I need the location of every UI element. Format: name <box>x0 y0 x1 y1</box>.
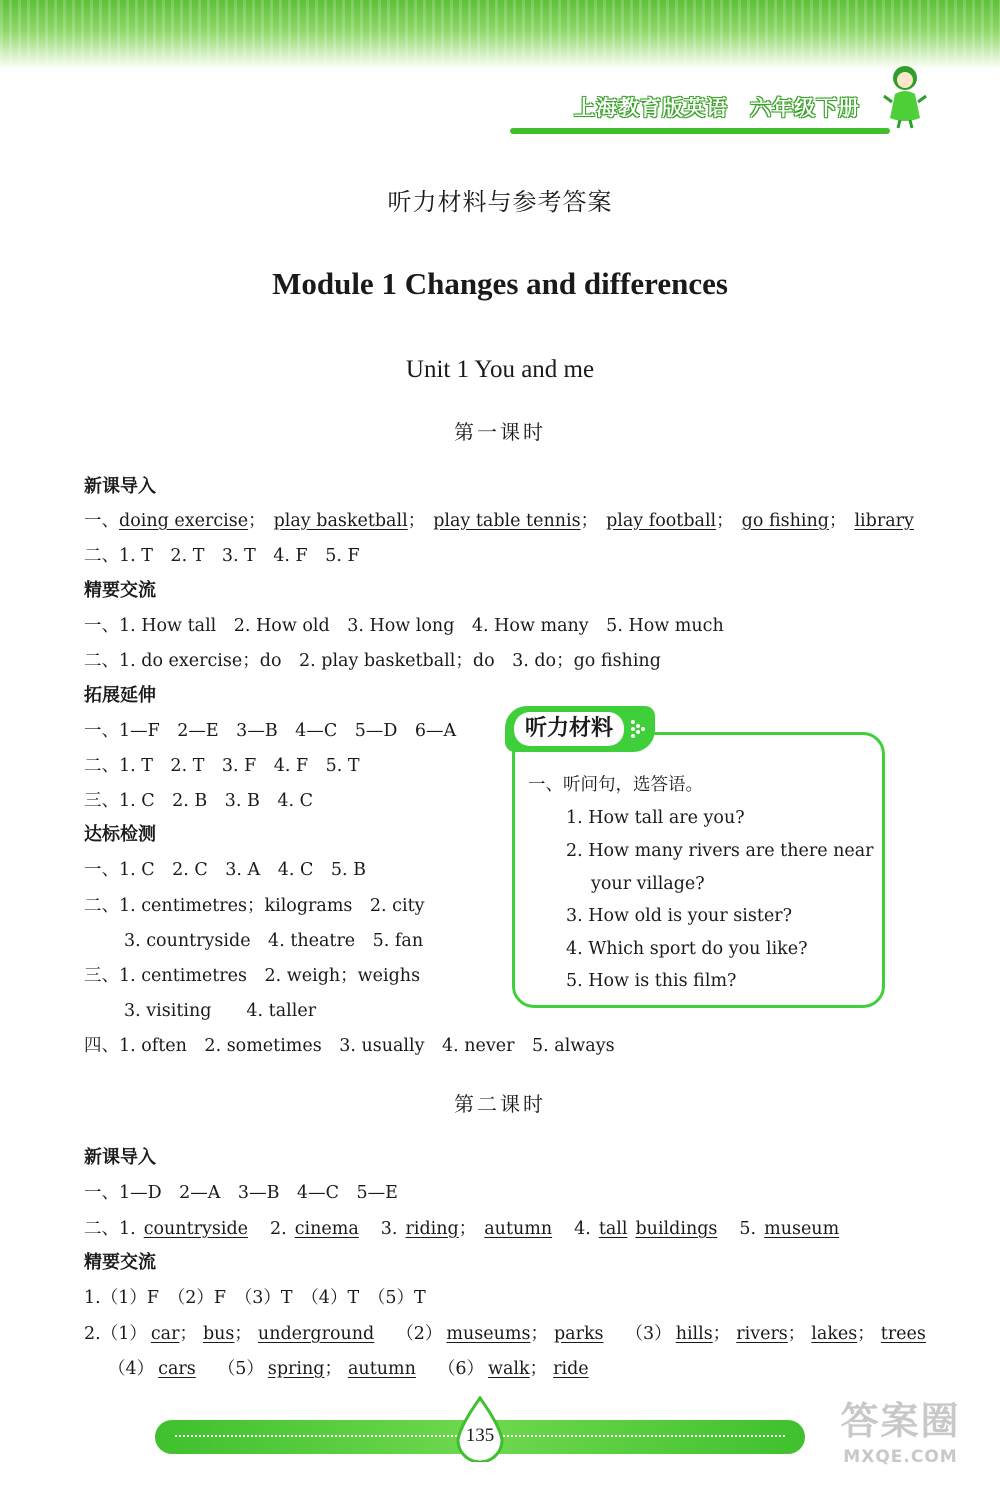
lesson2-heading-exchange: 精要交流 <box>84 1252 156 1273</box>
answer-word: trees <box>880 1324 926 1344</box>
top-banner <box>0 0 1000 70</box>
item-number: （5） <box>217 1359 264 1379</box>
module-title: Module 1 Changes and differences <box>272 266 728 301</box>
page-number: 135 <box>465 1425 495 1446</box>
answer-word: ride <box>553 1359 589 1379</box>
mascot-girl-icon <box>880 60 930 130</box>
separator: ； <box>712 1324 731 1344</box>
arrow-dots-icon <box>629 718 651 740</box>
lesson1-exchange-line1: 一、1. How tall 2. How old 3. How long 4. How many 5. How much <box>84 616 724 636</box>
listening-question-1: 1. How tall are you? <box>566 808 745 828</box>
unit-title: Unit 1 You and me <box>405 356 595 383</box>
lesson1-intro-line1 <box>84 509 914 533</box>
lesson1-test-line4: 三、1. centimetres 2. weigh；weighs <box>84 966 421 986</box>
header-rule <box>510 128 890 134</box>
separator: ； <box>580 511 599 531</box>
answer-word: museums <box>446 1324 531 1344</box>
answer-word: rivers <box>736 1324 788 1344</box>
answer-word: museum <box>764 1219 840 1239</box>
separator: ； <box>248 511 266 531</box>
answer-word: cinema <box>294 1219 359 1239</box>
answer-word: car <box>150 1324 180 1344</box>
item-number: 5. <box>739 1219 757 1239</box>
answer-word: lakes <box>811 1324 858 1344</box>
separator: ； <box>407 511 426 531</box>
answer-word: play basketball <box>273 511 408 531</box>
listening-heading: 一、听问句，选答语。 <box>528 775 703 795</box>
item-number: （6） <box>437 1359 485 1379</box>
answer-word: spring <box>267 1359 325 1379</box>
separator: ； <box>716 511 734 531</box>
listening-question-4: 4. Which sport do you like? <box>566 939 808 959</box>
section-title: 听力材料与参考答案 <box>387 188 613 216</box>
answer-word: play table tennis <box>433 511 581 531</box>
separator: ； <box>828 511 847 531</box>
lesson1-heading-test: 达标检测 <box>84 824 156 845</box>
lesson2-intro-line1: 一、1—D 2—A 3—B 4—C 5—E <box>84 1183 398 1203</box>
separator: ； <box>179 1324 197 1344</box>
book-name: 上海教育版英语 <box>574 96 728 120</box>
answer-word: parks <box>553 1324 604 1344</box>
watermark-url: MXQE.COM <box>843 1447 958 1467</box>
answer-word: walk <box>488 1359 530 1379</box>
listening-question-2-cont: your village? <box>591 874 705 894</box>
answer-word: riding <box>405 1219 459 1239</box>
answer-word: buildings <box>635 1219 718 1239</box>
item-number: 2.（1） <box>84 1324 147 1344</box>
answer-word: autumn <box>348 1359 416 1379</box>
separator: ； <box>787 1324 806 1344</box>
separator: ； <box>458 1219 477 1239</box>
lesson2-heading-intro: 新课导入 <box>84 1147 156 1168</box>
answer-word: bus <box>202 1324 235 1344</box>
lesson-title: 第一课时 <box>454 420 546 444</box>
answer-word: underground <box>257 1324 375 1344</box>
book-grade: 六年级下册 <box>750 96 860 120</box>
listening-question-5: 5. How is this film? <box>566 971 737 991</box>
lesson1-exchange-line2: 二、1. do exercise；do 2. play basketball；do 3. do；go fishing <box>84 651 661 671</box>
item-number: （2） <box>396 1324 443 1344</box>
list-prefix: 一、 <box>84 511 119 531</box>
watermark <box>808 1396 993 1486</box>
answer-word: cars <box>158 1359 196 1379</box>
lesson1-test-line2: 二、1. centimetres；kilograms 2. city <box>84 896 425 916</box>
separator: ； <box>234 1324 252 1344</box>
lesson1-heading-intro: 新课导入 <box>84 476 156 497</box>
lesson2-title: 第二课时 <box>454 1092 546 1116</box>
answer-word: tall <box>598 1219 628 1239</box>
item-number: 1. <box>119 1219 136 1239</box>
listening-question-2: 2. How many rivers are there near <box>566 841 874 861</box>
lesson1-test-line6: 四、1. often 2. sometimes 3. usually 4. never 5. always <box>84 1036 615 1056</box>
lesson1-extension-line1: 一、1—F 2—E 3—B 4—C 5—D 6—A <box>84 721 457 741</box>
list-prefix: 二、 <box>84 1219 119 1239</box>
answer-word: doing exercise <box>119 511 249 531</box>
answer-word: library <box>854 511 914 531</box>
item-number: （3） <box>625 1324 672 1344</box>
lesson2-exchange-line2 <box>84 1322 926 1346</box>
lesson1-extension-line2: 二、1. T 2. T 3. F 4. F 5. T <box>84 756 360 776</box>
separator: ； <box>529 1359 548 1379</box>
separator: ； <box>857 1324 875 1344</box>
listening-question-3: 3. How old is your sister? <box>566 906 792 926</box>
separator: ； <box>324 1359 342 1379</box>
lesson1-extension-line3: 三、1. C 2. B 3. B 4. C <box>84 791 314 811</box>
item-number: 2. <box>270 1219 287 1239</box>
answer-word: hills <box>675 1324 713 1344</box>
listening-tab <box>505 706 655 752</box>
lesson2-intro-line2 <box>84 1217 861 1241</box>
answer-word: play football <box>606 511 717 531</box>
item-number: （4） <box>108 1359 155 1379</box>
lesson2-exchange-line3 <box>108 1357 589 1381</box>
item-number: 3. <box>380 1219 398 1239</box>
lesson1-test-line3: 3. countryside 4. theatre 5. fan <box>124 931 424 951</box>
item-number: 4. <box>574 1219 591 1239</box>
watermark-logo: 答案圈 <box>840 1399 961 1443</box>
lesson1-intro-line2: 二、1. T 2. T 3. T 4. F 5. F <box>84 546 360 566</box>
book-title <box>574 92 860 122</box>
lesson1-heading-extension: 拓展延伸 <box>84 685 156 706</box>
separator: ； <box>530 1324 548 1344</box>
lesson1-test-line5: 3. visiting 4. taller <box>124 1001 317 1021</box>
lesson2-exchange-line1: 1.（1）F （2）F （3）T （4）T （5）T <box>84 1288 426 1308</box>
answer-word: autumn <box>484 1219 553 1239</box>
lesson1-heading-exchange: 精要交流 <box>84 580 156 601</box>
listening-tab-label: 听力材料 <box>514 712 624 746</box>
answer-word: countryside <box>143 1219 249 1239</box>
answer-word: go fishing <box>741 511 829 531</box>
lesson1-test-line1: 一、1. C 2. C 3. A 4. C 5. B <box>84 860 366 880</box>
